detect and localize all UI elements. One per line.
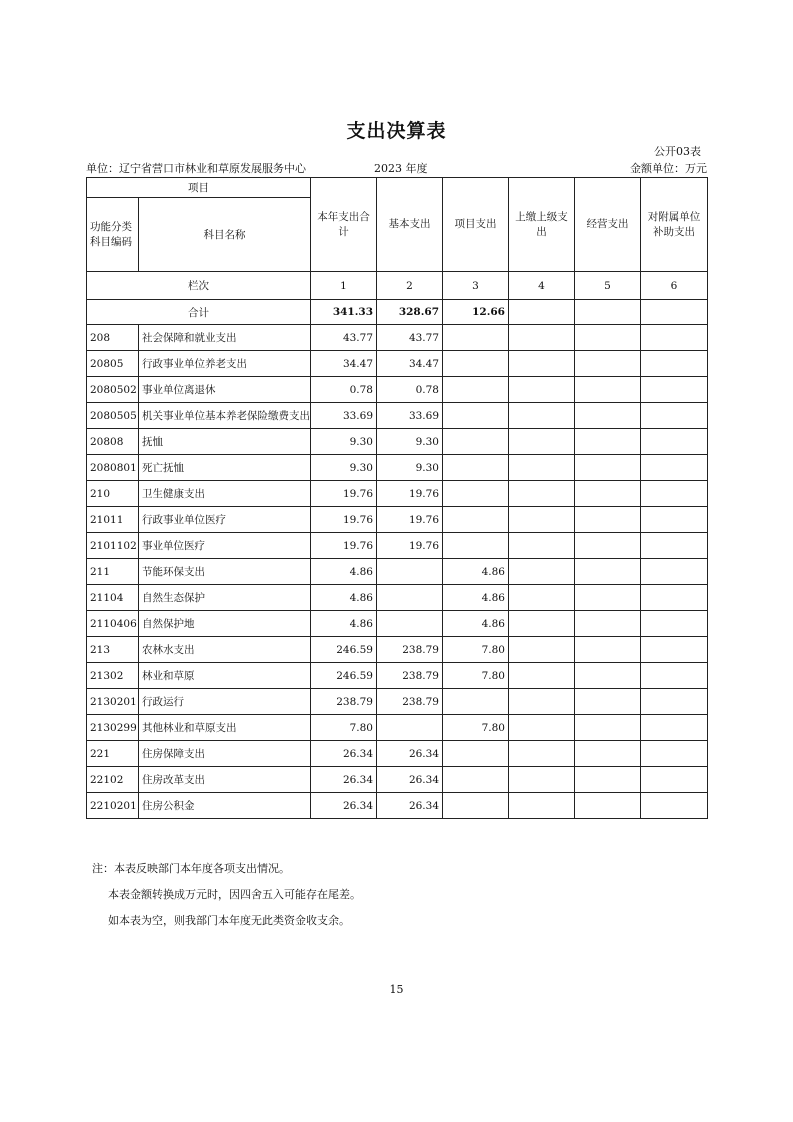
- row-code: 21104: [87, 585, 139, 611]
- table-row: [87, 533, 708, 559]
- row-business: [575, 715, 641, 741]
- row-subsidy: [641, 377, 708, 403]
- row-total: 26.34: [311, 741, 377, 767]
- row-subsidy: [641, 481, 708, 507]
- row-code: 21011: [87, 507, 139, 533]
- row-total: 7.80: [311, 715, 377, 741]
- note-line: 如本表为空，则我部门本年度无此类资金收支余。: [108, 914, 350, 927]
- row-name: 林业和草原: [139, 663, 311, 689]
- row-basic: 238.79: [377, 663, 443, 689]
- row-upper: [509, 481, 575, 507]
- row-subsidy: [641, 325, 708, 351]
- row-subsidy: [641, 663, 708, 689]
- row-business: [575, 455, 641, 481]
- page-number: 15: [389, 983, 404, 996]
- row-name: 住房公积金: [139, 793, 311, 819]
- table-row: [87, 741, 708, 767]
- row-code: 20808: [87, 429, 139, 455]
- header-project: 项目支出: [443, 178, 509, 272]
- row-project: [443, 403, 509, 429]
- row-total: 238.79: [311, 689, 377, 715]
- row-total: 19.76: [311, 481, 377, 507]
- reporting-unit: 单位：辽宁省营口市林业和草原发展服务中心: [86, 162, 306, 175]
- table-meta: [86, 160, 707, 176]
- row-total: 9.30: [311, 455, 377, 481]
- row-upper: [509, 403, 575, 429]
- row-upper: [509, 793, 575, 819]
- page-title: 支出决算表: [346, 120, 447, 142]
- total-business: [575, 300, 641, 325]
- row-upper: [509, 533, 575, 559]
- row-business: [575, 325, 641, 351]
- table-row: [87, 351, 708, 377]
- row-code: 2080502: [87, 377, 139, 403]
- table-row: [87, 611, 708, 637]
- column-number: 2: [377, 272, 443, 300]
- row-project: [443, 481, 509, 507]
- row-name: 机关事业单位基本养老保险缴费支出: [139, 403, 311, 429]
- row-upper: [509, 637, 575, 663]
- row-business: [575, 741, 641, 767]
- row-subsidy: [641, 741, 708, 767]
- row-upper: [509, 715, 575, 741]
- row-basic: 9.30: [377, 429, 443, 455]
- row-upper: [509, 611, 575, 637]
- header-code: 功能分类科目编码: [87, 198, 139, 272]
- row-total: 246.59: [311, 663, 377, 689]
- row-project: [443, 455, 509, 481]
- row-basic: 238.79: [377, 689, 443, 715]
- column-number: 6: [641, 272, 708, 300]
- total-subsidy: [641, 300, 708, 325]
- header-basic: 基本支出: [377, 178, 443, 272]
- row-code: 2130299: [87, 715, 139, 741]
- row-business: [575, 663, 641, 689]
- row-name: 节能环保支出: [139, 559, 311, 585]
- row-basic: [377, 585, 443, 611]
- row-upper: [509, 507, 575, 533]
- row-upper: [509, 455, 575, 481]
- row-basic: [377, 715, 443, 741]
- row-name: 行政运行: [139, 689, 311, 715]
- header-upper: 上缴上级支出: [509, 178, 575, 272]
- row-total: 4.86: [311, 585, 377, 611]
- column-number: 3: [443, 272, 509, 300]
- row-total: 246.59: [311, 637, 377, 663]
- row-project: [443, 793, 509, 819]
- row-name: 自然生态保护: [139, 585, 311, 611]
- row-subsidy: [641, 429, 708, 455]
- row-business: [575, 637, 641, 663]
- row-upper: [509, 741, 575, 767]
- row-name: 事业单位离退休: [139, 377, 311, 403]
- form-number: 公开03表: [654, 145, 701, 158]
- row-upper: [509, 585, 575, 611]
- row-project: 7.80: [443, 663, 509, 689]
- row-basic: 19.76: [377, 533, 443, 559]
- row-basic: 34.47: [377, 351, 443, 377]
- row-upper: [509, 351, 575, 377]
- row-project: [443, 741, 509, 767]
- row-basic: 26.34: [377, 767, 443, 793]
- row-total: 19.76: [311, 507, 377, 533]
- row-code: 2080801: [87, 455, 139, 481]
- row-code: 2130201: [87, 689, 139, 715]
- row-basic: 238.79: [377, 637, 443, 663]
- row-business: [575, 481, 641, 507]
- column-number: 5: [575, 272, 641, 300]
- row-total: 4.86: [311, 611, 377, 637]
- row-name: 自然保护地: [139, 611, 311, 637]
- row-total: 4.86: [311, 559, 377, 585]
- header-business: 经营支出: [575, 178, 641, 272]
- row-basic: 26.34: [377, 793, 443, 819]
- row-upper: [509, 377, 575, 403]
- row-project: 4.86: [443, 559, 509, 585]
- row-total: 26.34: [311, 767, 377, 793]
- row-name: 其他林业和草原支出: [139, 715, 311, 741]
- row-upper: [509, 429, 575, 455]
- row-total: 33.69: [311, 403, 377, 429]
- row-code: 211: [87, 559, 139, 585]
- row-business: [575, 585, 641, 611]
- column-number: 1: [311, 272, 377, 300]
- row-code: 2101102: [87, 533, 139, 559]
- table-row: [87, 663, 708, 689]
- row-subsidy: [641, 793, 708, 819]
- column-number: 4: [509, 272, 575, 300]
- row-business: [575, 767, 641, 793]
- row-upper: [509, 559, 575, 585]
- row-business: [575, 611, 641, 637]
- row-total: 9.30: [311, 429, 377, 455]
- row-basic: [377, 559, 443, 585]
- row-upper: [509, 325, 575, 351]
- header-subsidy: 对附属单位补助支出: [641, 178, 708, 272]
- row-code: 2080505: [87, 403, 139, 429]
- row-basic: 19.76: [377, 507, 443, 533]
- row-code: 213: [87, 637, 139, 663]
- row-code: 221: [87, 741, 139, 767]
- row-code: 21302: [87, 663, 139, 689]
- row-subsidy: [641, 507, 708, 533]
- row-business: [575, 351, 641, 377]
- row-subsidy: [641, 715, 708, 741]
- total-amount: 341.33: [311, 300, 377, 325]
- table-row: [87, 455, 708, 481]
- table-row: [87, 481, 708, 507]
- row-subsidy: [641, 403, 708, 429]
- row-code: 22102: [87, 767, 139, 793]
- row-basic: [377, 611, 443, 637]
- row-business: [575, 403, 641, 429]
- row-code: 210: [87, 481, 139, 507]
- expenditure-table: [86, 177, 708, 819]
- table-row: [87, 689, 708, 715]
- row-subsidy: [641, 585, 708, 611]
- row-business: [575, 559, 641, 585]
- row-upper: [509, 689, 575, 715]
- note-line: 本表金额转换成万元时，因四舍五入可能存在尾差。: [108, 888, 361, 901]
- row-project: [443, 429, 509, 455]
- table-row: [87, 715, 708, 741]
- row-code: 208: [87, 325, 139, 351]
- row-basic: 26.34: [377, 741, 443, 767]
- note-line: 注：本表反映部门本年度各项支出情况。: [92, 862, 290, 875]
- row-project: [443, 767, 509, 793]
- row-basic: 0.78: [377, 377, 443, 403]
- row-basic: 33.69: [377, 403, 443, 429]
- column-label: 栏次: [87, 272, 311, 300]
- table-row: [87, 637, 708, 663]
- total-basic: 328.67: [377, 300, 443, 325]
- header-name: 科目名称: [139, 198, 311, 272]
- row-name: 住房改革支出: [139, 767, 311, 793]
- row-subsidy: [641, 559, 708, 585]
- row-subsidy: [641, 455, 708, 481]
- row-business: [575, 429, 641, 455]
- row-project: [443, 325, 509, 351]
- row-project: 7.80: [443, 715, 509, 741]
- row-business: [575, 507, 641, 533]
- amount-unit: 金额单位：万元: [630, 162, 707, 175]
- row-project: 7.80: [443, 637, 509, 663]
- row-subsidy: [641, 637, 708, 663]
- row-name: 行政事业单位养老支出: [139, 351, 311, 377]
- row-name: 行政事业单位医疗: [139, 507, 311, 533]
- row-business: [575, 533, 641, 559]
- row-business: [575, 793, 641, 819]
- row-project: 4.86: [443, 585, 509, 611]
- header-total: 本年支出合计: [311, 178, 377, 272]
- row-code: 2110406: [87, 611, 139, 637]
- row-code: 2210201: [87, 793, 139, 819]
- row-project: [443, 507, 509, 533]
- table-row: [87, 403, 708, 429]
- row-name: 死亡抚恤: [139, 455, 311, 481]
- row-total: 26.34: [311, 793, 377, 819]
- row-name: 社会保障和就业支出: [139, 325, 311, 351]
- table-row: [87, 377, 708, 403]
- total-project: 12.66: [443, 300, 509, 325]
- row-project: [443, 351, 509, 377]
- row-project: [443, 689, 509, 715]
- report-year: 2023 年度: [374, 162, 428, 175]
- row-total: 43.77: [311, 325, 377, 351]
- table-row: [87, 429, 708, 455]
- row-project: 4.86: [443, 611, 509, 637]
- table-row: [87, 585, 708, 611]
- table-row: [87, 793, 708, 819]
- table-row: [87, 559, 708, 585]
- row-project: [443, 377, 509, 403]
- row-project: [443, 533, 509, 559]
- row-code: 20805: [87, 351, 139, 377]
- header-item: 项目: [87, 178, 311, 198]
- row-name: 住房保障支出: [139, 741, 311, 767]
- row-basic: 43.77: [377, 325, 443, 351]
- row-total: 0.78: [311, 377, 377, 403]
- row-business: [575, 377, 641, 403]
- total-upper: [509, 300, 575, 325]
- row-subsidy: [641, 611, 708, 637]
- row-basic: 19.76: [377, 481, 443, 507]
- row-subsidy: [641, 351, 708, 377]
- table-notes: [92, 856, 361, 934]
- row-subsidy: [641, 533, 708, 559]
- row-upper: [509, 767, 575, 793]
- row-basic: 9.30: [377, 455, 443, 481]
- row-upper: [509, 663, 575, 689]
- row-name: 抚恤: [139, 429, 311, 455]
- row-total: 34.47: [311, 351, 377, 377]
- table-row: [87, 507, 708, 533]
- total-label: 合计: [87, 300, 311, 325]
- row-business: [575, 689, 641, 715]
- row-total: 19.76: [311, 533, 377, 559]
- row-name: 卫生健康支出: [139, 481, 311, 507]
- row-subsidy: [641, 689, 708, 715]
- row-name: 事业单位医疗: [139, 533, 311, 559]
- row-name: 农林水支出: [139, 637, 311, 663]
- table-row: [87, 325, 708, 351]
- table-row: [87, 767, 708, 793]
- row-subsidy: [641, 767, 708, 793]
